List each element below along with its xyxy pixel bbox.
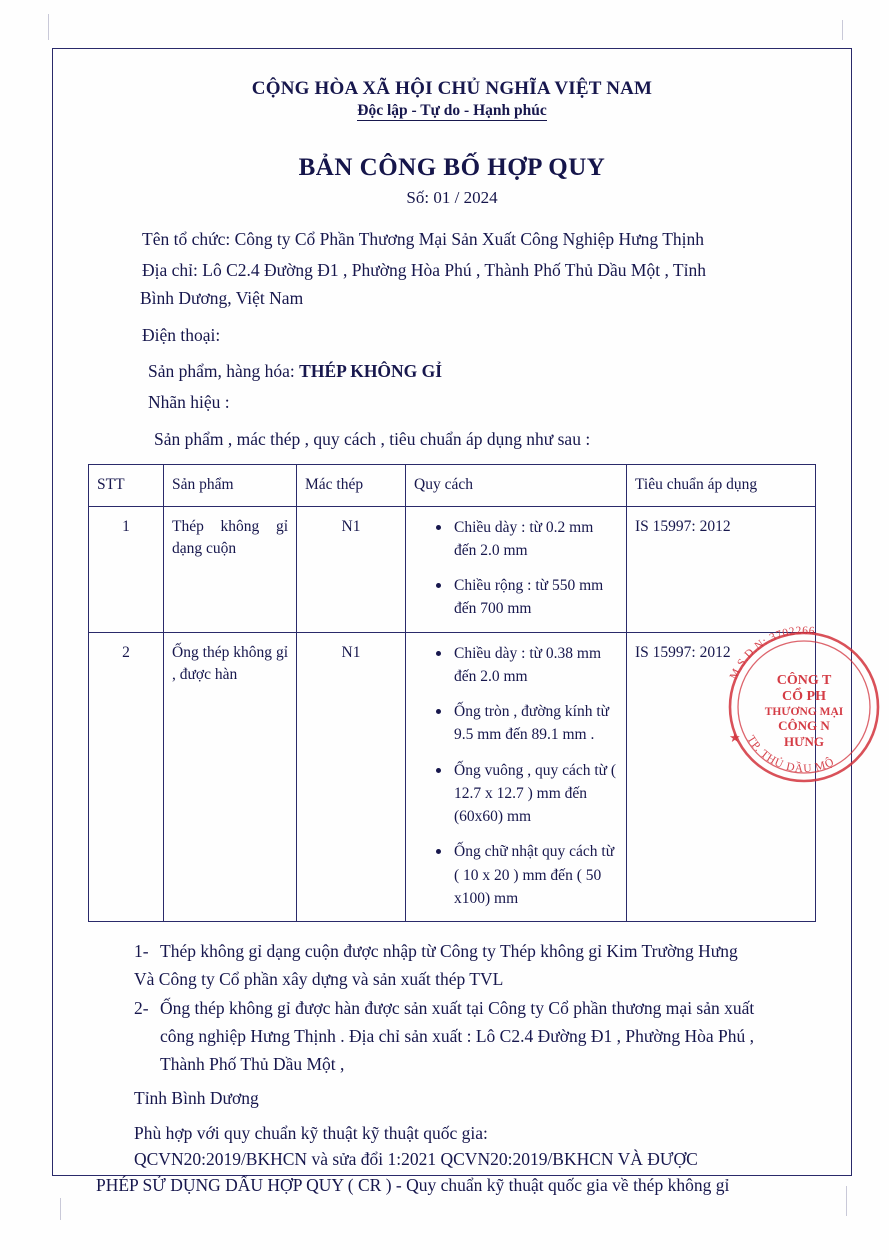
table-row (89, 632, 816, 922)
spec-list (414, 516, 618, 621)
cell-standard: IS 15997: 2012 (627, 632, 816, 922)
stamp-tax-code: M.S.D.N: 3702266 (727, 624, 816, 682)
specification-table (88, 464, 816, 922)
province-line: Tỉnh Bình Dương (134, 1088, 259, 1109)
conformity-line-2: PHÉP SỬ DỤNG DẤU HỢP QUY ( CR ) - Quy chuẩn kỹ thuật quốc gia về thép không gỉ (96, 1175, 730, 1196)
org-name-value: Công ty Cổ Phần Thương Mại Sản Xuất Công Nghiệp Hưng Thịnh (234, 229, 705, 249)
stamp-line-1: CÔNG T (776, 673, 832, 688)
product-value: THÉP KHÔNG GỈ (299, 361, 443, 382)
cell-spec (406, 506, 627, 632)
spec-item: Chiều rộng : từ 550 mm đến 700 mm (436, 574, 618, 621)
stamp-city: TP. THỦ DẦU MỘ (744, 733, 837, 776)
org-name-label: Tên tổ chức: (142, 229, 235, 249)
column-header-stt: STT (89, 465, 164, 506)
note-text: Ống thép không gỉ được hàn được sản xuất tại Công ty Cổ phần thương mại sản xuất (160, 997, 755, 1018)
table-row (89, 506, 816, 632)
svg-text:★: ★ (729, 730, 741, 745)
spec-item: Ống tròn , đường kính từ 9.5 mm đến 89.1 mm . (436, 700, 618, 747)
intro-line: Sản phẩm , mác thép , quy cách , tiêu chuẩn áp dụng như sau : (154, 428, 591, 449)
column-header-standard: Tiêu chuẩn áp dụng (627, 465, 816, 506)
cell-stt: 1 (89, 506, 164, 632)
column-header-grade: Mác thép (297, 465, 406, 506)
note-continuation: công nghiệp Hưng Thịnh . Địa chỉ sản xuất : Lô C2.4 Đường Đ1 , Phường Hòa Phú , (160, 1025, 754, 1046)
org-info-block (88, 226, 816, 312)
national-title: CỘNG HÒA XÃ HỘI CHỦ NGHĨA VIỆT NAM (251, 78, 653, 99)
org-address-line2: Bình Dương, Việt Nam (140, 288, 304, 309)
cell-product: Thép không gỉ dạng cuộn (164, 506, 297, 632)
cell-standard: IS 15997: 2012 (627, 506, 816, 632)
column-header-spec: Quy cách (406, 465, 627, 506)
conformity-line-1: QCVN20:2019/BKHCN và sửa đổi 1:2021 QCVN20:2019/BKHCN VÀ ĐƯỢC (134, 1148, 698, 1169)
cell-grade: N1 (297, 506, 406, 632)
stamp-line-3: THƯƠNG MẠI (764, 706, 844, 718)
org-phone-line: Điện thoại: (142, 324, 221, 345)
cell-stt: 2 (89, 632, 164, 922)
org-address-value: Lô C2.4 Đường Đ1 , Phường Hòa Phú , Thành Phố Thủ Dầu Một , Tỉnh (202, 259, 706, 280)
cell-product: Ống thép không gỉ , được hàn (164, 632, 297, 922)
spec-item: Chiều dày : từ 0.2 mm đến 2.0 mm (436, 516, 618, 563)
notes-section (88, 938, 816, 1077)
cell-grade: N1 (297, 632, 406, 922)
page-title: BẢN CÔNG BỐ HỢP QUY (298, 154, 606, 181)
spec-item: Chiều dày : từ 0.38 mm đến 2.0 mm (436, 642, 618, 689)
table-header-row (89, 465, 816, 506)
stamp-line-4: CÔNG N (778, 718, 830, 733)
note-number: 2- (134, 997, 149, 1018)
note-continuation: Thành Phố Thủ Dầu Một , (160, 1054, 345, 1075)
note-item (88, 938, 816, 964)
note-item (88, 995, 816, 1021)
cell-spec (406, 632, 627, 922)
column-header-product: Sản phẩm (164, 465, 297, 506)
conformity-label: Phù hợp với quy chuẩn kỹ thuật kỹ thuật quốc gia: (134, 1122, 488, 1143)
note-text: Thép không gỉ dạng cuộn được nhập từ Công ty Thép không gỉ Kim Trường Hưng (160, 941, 738, 962)
stamp-line-5: HƯNG (784, 734, 824, 749)
brand-line: Nhãn hiệu : (148, 391, 230, 412)
spec-list (414, 642, 618, 911)
stamp-line-2: CỔ PH (782, 689, 826, 704)
org-address-label: Địa chỉ: (142, 259, 203, 280)
spec-item: Ống chữ nhật quy cách từ ( 10 x 20 ) mm đến ( 50 x100) mm (436, 840, 618, 910)
document-number: Số: 01 / 2024 (406, 188, 498, 207)
national-motto: Độc lập - Tự do - Hạnh phúc (357, 102, 547, 119)
spec-item: Ống vuông , quy cách từ ( 12.7 x 12.7 ) mm đến (60x60) mm (436, 759, 618, 829)
org-name-line (88, 226, 816, 253)
note-continuation: Và Công ty Cổ phần xây dựng và sản xuất thép TVL (134, 969, 504, 990)
document-content (52, 48, 852, 1198)
org-address-line (88, 257, 816, 284)
product-line (88, 358, 816, 385)
product-label: Sản phẩm, hàng hóa: (148, 361, 300, 382)
note-number: 1- (134, 941, 149, 962)
